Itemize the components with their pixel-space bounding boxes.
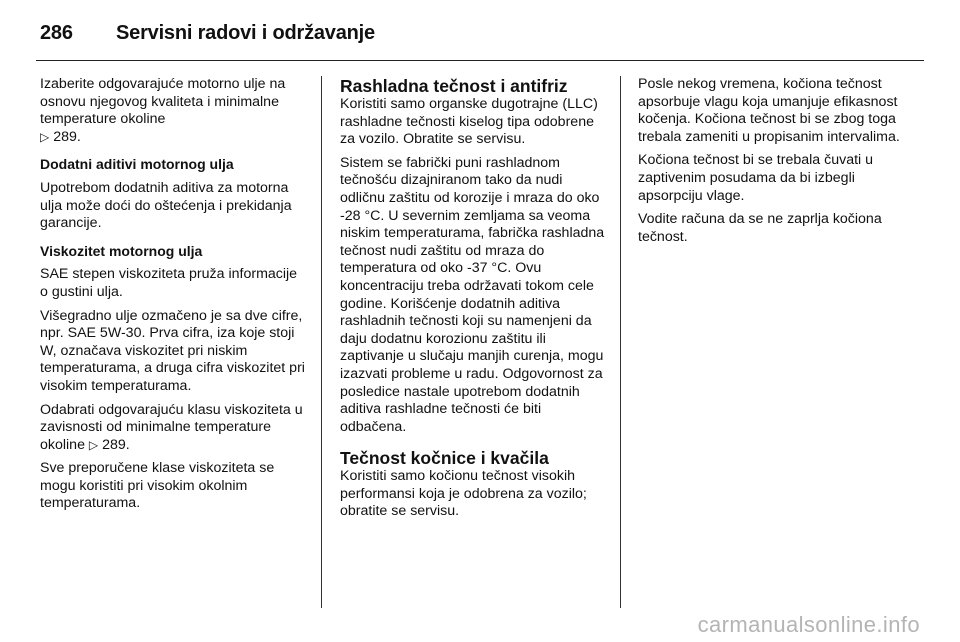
additives-paragraph: Upotrebom dodatnih aditiva za motorna ulja može doći do oštećenja i prekidanja garancije. [40,179,292,232]
viscosity-paragraph-2: Višegradno ulje ozmačeno je sa dve cifre, npr. SAE 5W-30. Prva cifra, iza koje stoji W, označava viskozitet pri niskim temperaturama, a druga cifra viskozitet pri visokim temperaturama. [40,307,305,394]
viscosity-paragraph-4: Sve preporučene klase viskoziteta se mogu koristiti pri visokim okolnim temperaturama. [40,460,275,512]
page-title: Servisni radovi i održavanje [116,22,375,44]
page-number: 286 [40,22,73,44]
brake-fluid-heading: Tečnost kočnice i kvačila [340,448,549,469]
viscosity-paragraph-1: SAE stepen viskoziteta pruža informacije o gustini ulja. [40,266,298,300]
page-reference-icon: ▷ [40,129,50,144]
page-header [36,16,924,56]
additives-heading: Dodatni aditivi motornog ulja [40,156,234,173]
page-reference[interactable]: ▷ 289. [88,436,130,453]
coolant-paragraph-1: Koristiti samo organske dugotrajne (LLC) rashladne tečnosti kiselog tipa odobrene za vozilo. Obratite se servisu. [340,96,598,148]
page-reference[interactable]: ▷ 289. [40,128,81,145]
header-divider [36,60,924,61]
brake-fluid-paragraph-1: Koristiti samo kočionu tečnost visokih performansi koja je odobrena za vozilo; obratite se servisu. [340,468,587,520]
coolant-paragraph-2: Sistem se fabrički puni rashladnom tečnošću dizajniranom tako da nudi odličnu zaštitu od korozije i mraza do oko -28 °C. U severnim zemljama sa veoma niskim temperaturama, fabrička rashladna tečnost nudi zaštitu od mraza do temperatura od oko -37 °C. Ovu koncentraciju treba održavati tokom cele godine. Korišćenje dodatnih aditiva rashladnih tečnosti koji su namenjeni da daju dodatnu korozionu zaštitu ili zaptivanje u slučaju manjih curenja, mogu izazvati probleme u radu. Odgovornost za posledice nastale upotrebom dodatnih aditiva rashladne tečnosti će biti odbačena. [340,154,605,435]
viscosity-heading: Viskozitet motornog ulja [40,242,203,259]
brake-fluid-paragraph-2: Posle nekog vremena, kočiona tečnost apsorbuje vlagu koja umanjuje efikasnost kočenja. Kočiona tečnost bi se zbog toga trebala zameniti u propisanim intervalima. [638,76,900,145]
intro-paragraph: Izaberite odgovarajuće motorno ulje na osnovu njegovog kvaliteta i minimalne temperature okoline ▷ 289. [40,76,286,145]
brake-fluid-paragraph-3: Kočiona tečnost bi se trebala čuvati u zaptivenim posudama da bi izbegli apsorpciju vlage. [638,152,874,204]
watermark: carmanualsonline.info [697,612,920,637]
page-reference-icon: ▷ [88,437,99,452]
column-divider-left [321,76,322,608]
coolant-heading: Rashladna tečnost i antifriz [340,76,568,96]
column-right [638,76,906,252]
viscosity-paragraph-3: Odabrati odgovarajuću klasu viskoziteta u zavisnosti od minimalne temperature okoline ▷ 289. [40,401,303,453]
column-left [40,76,308,519]
column-divider-right [620,76,621,608]
brake-fluid-paragraph-4: Vodite računa da se ne zaprlja kočiona tečnost. [638,211,882,245]
column-middle [340,76,608,527]
